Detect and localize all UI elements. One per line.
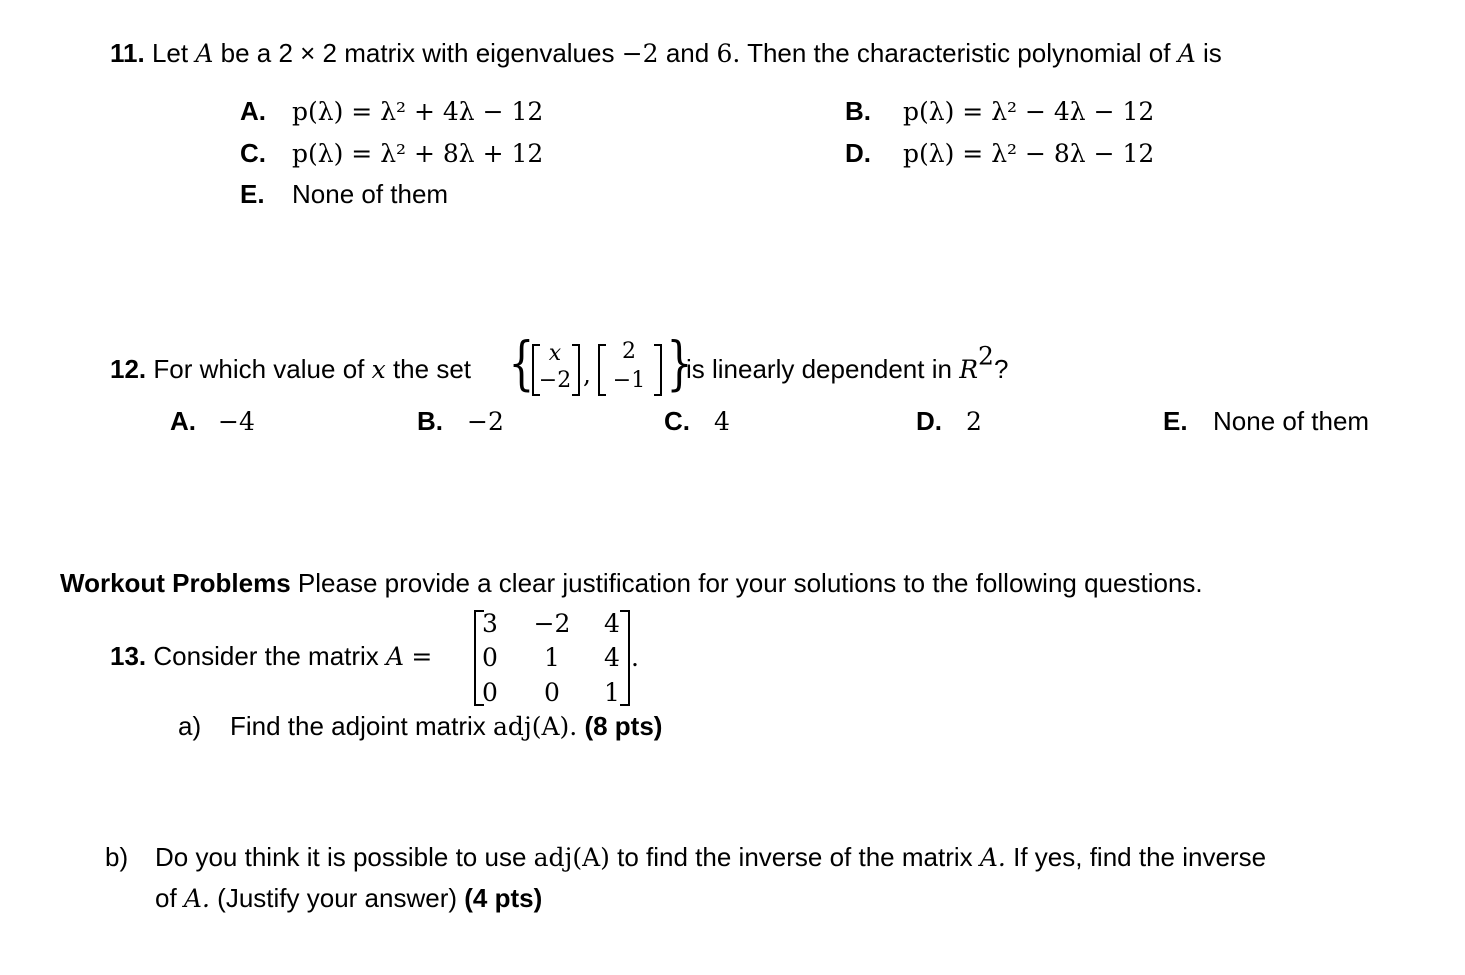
q12-var-x: x bbox=[371, 355, 386, 384]
q11-option-b-label: B. bbox=[845, 96, 871, 126]
q12-stem-left bbox=[110, 356, 471, 382]
q13-part-b-line1 bbox=[105, 844, 1266, 870]
q12-space-exp: 2 bbox=[978, 341, 994, 371]
q11-option-d-label: D. bbox=[845, 138, 871, 168]
vec1-top: x bbox=[548, 341, 562, 366]
q11-stem bbox=[110, 40, 1222, 66]
q11-option-c-expr: p(λ) = λ² + 8λ + 12 bbox=[292, 139, 544, 168]
matrix-cell-r1c3: 4 bbox=[604, 609, 620, 638]
q13-part-a-points: (8 pts) bbox=[584, 711, 663, 741]
q13-text: Consider the matrix bbox=[153, 641, 379, 671]
q11-option-d[interactable] bbox=[845, 140, 1154, 166]
q12-option-a-value: −4 bbox=[218, 407, 255, 436]
q11-option-a-label: A. bbox=[240, 96, 266, 126]
q12-option-e[interactable] bbox=[1163, 408, 1369, 434]
vec1-right-bracket bbox=[572, 344, 580, 396]
q11-text-a: Let bbox=[151, 38, 189, 68]
q12-option-b-label: B. bbox=[417, 406, 443, 436]
matrix-cell-r2c2: 1 bbox=[544, 643, 560, 672]
q11-text-b: be a 2 × 2 matrix with eigenvalues bbox=[220, 38, 615, 68]
q12-number: 12. bbox=[110, 354, 147, 384]
q12-option-d-value: 2 bbox=[966, 407, 982, 436]
q12-option-a-label: A. bbox=[170, 406, 196, 436]
q12-option-e-text: None of them bbox=[1213, 406, 1370, 436]
vec2-bottom: −1 bbox=[612, 368, 646, 393]
q11-option-c[interactable] bbox=[240, 140, 543, 166]
q13-part-b-text2: to find the inverse of the matrix bbox=[617, 842, 973, 872]
q12-option-c[interactable] bbox=[664, 408, 730, 434]
q12-text-b: the set bbox=[392, 354, 472, 384]
matrix-cell-r3c3: 1 bbox=[604, 678, 620, 707]
q13-part-a-text: Find the adjoint matrix bbox=[230, 711, 486, 741]
q12-option-a[interactable] bbox=[170, 408, 255, 434]
q13-part-b-line2 bbox=[155, 885, 542, 911]
q13-part-b-var2: A. bbox=[183, 884, 210, 913]
q12-text-c: is linearly dependent in bbox=[686, 354, 952, 384]
q12-qmark: ? bbox=[993, 354, 1009, 384]
q11-option-a[interactable] bbox=[240, 98, 543, 124]
workout-instruction: Please provide a clear justification for your solutions to the following questions. bbox=[297, 568, 1203, 598]
q12-option-c-label: C. bbox=[664, 406, 690, 436]
matrix-cell-r1c1: 3 bbox=[482, 609, 498, 638]
set-comma: , bbox=[583, 360, 591, 389]
q13-part-b-math1: adj(A) bbox=[533, 843, 610, 872]
q11-eig1: −2 bbox=[621, 39, 659, 68]
q11-is: is bbox=[1203, 38, 1222, 68]
matrix-cell-r3c2: 0 bbox=[544, 678, 560, 707]
q11-option-e[interactable] bbox=[240, 181, 448, 207]
q12-text-a: For which value of bbox=[153, 354, 365, 384]
vec1-bottom: −2 bbox=[538, 368, 572, 393]
matrix-cell-r3c1: 0 bbox=[482, 678, 498, 707]
q13-part-b-text5: (Justify your answer) bbox=[217, 883, 458, 913]
q12-stem-right bbox=[686, 341, 1009, 384]
vec2-right-bracket bbox=[654, 344, 662, 396]
q13-part-b-text3: If yes, find the inverse bbox=[1013, 842, 1267, 872]
matrix-cell-r2c3: 4 bbox=[604, 643, 620, 672]
q11-option-a-expr: p(λ) = λ² + 4λ − 12 bbox=[292, 97, 544, 126]
q13-part-b-points: (4 pts) bbox=[464, 883, 543, 913]
q13-part-a-label: a) bbox=[178, 711, 202, 741]
q13-part-a-math: adj(A). bbox=[493, 712, 578, 741]
q11-text-c: Then the characteristic polynomial of bbox=[747, 38, 1171, 68]
matrix-cell-r2c1: 0 bbox=[482, 643, 498, 672]
q13-part-b-text4: of bbox=[155, 883, 177, 913]
q11-number: 11. bbox=[110, 38, 145, 68]
q11-option-b[interactable] bbox=[845, 98, 1154, 124]
q11-option-d-expr: p(λ) = λ² − 8λ − 12 bbox=[903, 139, 1155, 168]
vec2-top: 2 bbox=[622, 339, 636, 364]
q12-option-d[interactable] bbox=[916, 408, 982, 434]
matrix-cell-r1c2: −2 bbox=[533, 609, 571, 638]
workout-heading: Workout Problems bbox=[60, 568, 291, 598]
q13-part-b-label: b) bbox=[105, 842, 129, 872]
q12-space: R bbox=[959, 355, 979, 384]
q11-option-b-expr: p(λ) = λ² − 4λ − 12 bbox=[903, 97, 1155, 126]
q11-option-e-text: None of them bbox=[292, 179, 449, 209]
q12-option-d-label: D. bbox=[916, 406, 942, 436]
q13-part-a bbox=[178, 713, 662, 739]
q13-eq: = bbox=[411, 642, 433, 671]
q12-option-c-value: 4 bbox=[714, 407, 730, 436]
q13-number: 13. bbox=[110, 641, 147, 671]
q11-eig2: 6. bbox=[716, 39, 741, 68]
q13-var-a: A bbox=[386, 642, 405, 671]
left-brace-icon: { bbox=[508, 329, 535, 397]
q11-and: and bbox=[665, 38, 710, 68]
q13-stem bbox=[110, 643, 432, 669]
q12-option-b-value: −2 bbox=[467, 407, 504, 436]
q13-part-b-var: A. bbox=[979, 843, 1006, 872]
right-brace-icon: } bbox=[666, 329, 693, 397]
q11-option-e-label: E. bbox=[240, 179, 265, 209]
q12-option-e-label: E. bbox=[1163, 406, 1188, 436]
q11-var-a2: A bbox=[1177, 39, 1196, 68]
q13-part-b-text1: Do you think it is possible to use bbox=[155, 842, 527, 872]
q12-option-b[interactable] bbox=[417, 408, 504, 434]
workout-heading-line bbox=[60, 570, 1203, 596]
q11-var-a: A bbox=[195, 39, 214, 68]
matrix-period: . bbox=[631, 643, 639, 672]
q11-option-c-label: C. bbox=[240, 138, 266, 168]
